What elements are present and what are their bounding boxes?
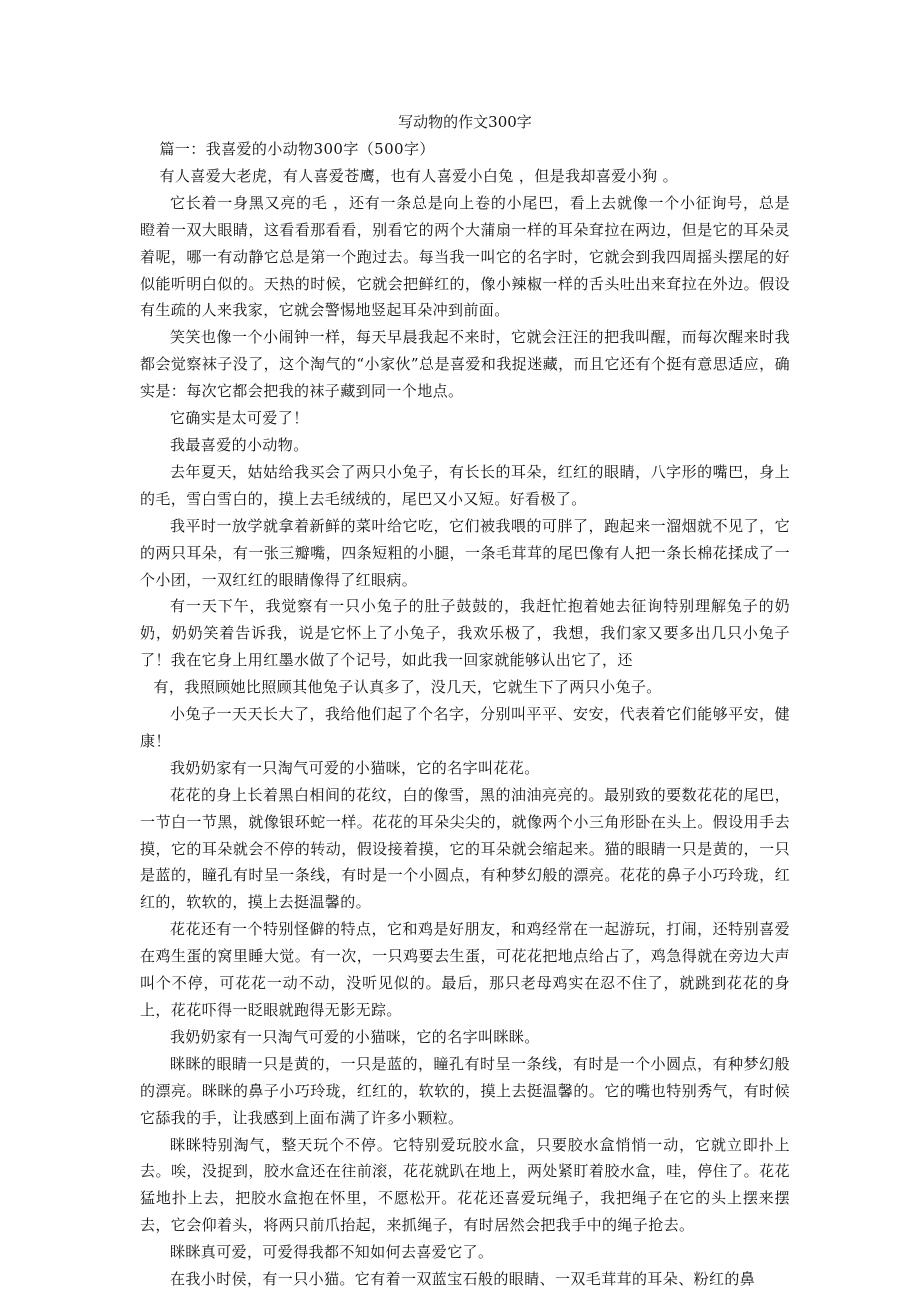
paragraph: 花花的身上长着黑白相间的花纹，白的像雪，黑的油油亮亮的。最别致的要数花花的尾巴，一节白一节黑，就像银环蛇一样。花花的耳朵尖尖的，就像两个小三角形卧在头上。假设用手去摸，它的耳朵就会不停的转动，假设接着摸，它的耳朵就会缩起来。猫的眼睛一只是黄的，一只是蓝的，瞳孔有时呈一条线，有时是一个小圆点，有种梦幻般的漂亮。花花的鼻子小巧玲珑，红红的，软软的，摸上去挺温馨的。 xyxy=(140,785,790,912)
paragraph: 花花还有一个特别怪僻的特点，它和鸡是好朋友，和鸡经常在一起游玩，打闹，还特别喜爱在鸡生蛋的窝里睡大觉。有一次，一只鸡要去生蛋，可花花把地点给占了，鸡急得就在旁边大声叫个不停，可花花一动不动，没听见似的。最后，那只老母鸡实在忍不住了，就跳到花花的身上，花花吓得一眨眼就跑得无影无踪。 xyxy=(140,920,790,1019)
paragraph: 我奶奶家有一只淘气可爱的小猫咪，它的名字叫花花。 xyxy=(170,758,540,777)
paragraph: 小兔子一天天长大了，我给他们起了个名字，分别叫平平、安安，代表着它们能够平安，健康！ xyxy=(140,705,790,750)
paragraph: 它确实是太可爱了！ xyxy=(170,409,309,428)
paragraph: 在我小时侯，有一只小猫。它有着一双蓝宝石般的眼睛、一双毛茸茸的耳朵、粉红的鼻 xyxy=(170,1270,756,1289)
section-heading: 篇一：我喜爱的小动物300字（500字） xyxy=(159,140,435,158)
document-title: 写动物的作文300字 xyxy=(398,113,532,131)
paragraph: 眯眯真可爱，可爱得我都不知如何去喜爱它了。 xyxy=(170,1243,494,1262)
paragraph: 有一天下午，我觉察有一只小兔子的肚子鼓鼓的，我赶忙抱着她去征询特别理解兔子的奶奶，奶奶笑着告诉我，说是它怀上了小兔子，我欢乐极了，我想，我们家又要多出几只小兔子了！我在它身上用红墨水做了个记号，如此我一回家就能够认出它了，还 xyxy=(140,597,790,670)
paragraph: 笑笑也像一个小闹钟一样，每天早晨我起不来时，它就会汪汪的把我叫醒，而每次醒来时我都会觉察袜子没了，这个淘气的“小家伙”总是喜爱和我捉迷藏，而且它还有个挺有意思适应，确实是：每次它都会把我的袜子藏到同一个地点。 xyxy=(140,328,790,401)
paragraph: 它长着一身黑又亮的毛 ，还有一条总是向上卷的小尾巴，看上去就像一个小征询号，总是瞪着一双大眼睛，这看看那看看，别看它的两个大蒲扇一样的耳朵耷拉在两边，但是它的耳朵灵着呢，哪一有动静它总是第一个跑过去。每当我一叫它的名字时，它就会到我四周摇头摆尾的好似能听明白似的。天热的时候，它就会把鲜红的，像小辣椒一样的舌头吐出来耷拉在外边。假设有生疏的人来我家，它就会警惕地竖起耳朵冲到前面。 xyxy=(140,193,790,320)
document-page xyxy=(140,112,790,1293)
paragraph: 去年夏天，姑姑给我买会了两只小兔子，有长长的耳朵，红红的眼睛，八字形的嘴巴，身上的毛，雪白雪白的，摸上去毛绒绒的，尾巴又小又短。好看极了。 xyxy=(140,462,790,508)
paragraph: 我奶奶家有一只淘气可爱的小猫咪，它的名字叫眯眯。 xyxy=(170,1027,540,1046)
paragraph: 我最喜爱的小动物。 xyxy=(170,435,309,454)
paragraph: 有人喜爱大老虎，有人喜爱苍鹰，也有人喜爱小白兔 ，但是我却喜爱小狗 。 xyxy=(159,166,679,185)
paragraph: 眯眯特别淘气，整天玩个不停。它特别爱玩胶水盒，只要胶水盒悄悄一动，它就立即扑上去。唉，没捉到，胶水盒还在往前滚，花花就趴在地上，两处紧盯着胶水盒，哇，停住了。花花猛地扑上去，把胶水盒抱在怀里，不愿松开。花花还喜爱玩绳子，我把绳子在它的头上摆来摆去，它会仰着头，将两只前爪抬起，来抓绳子，有时居然会把我手中的绳子抢去。 xyxy=(140,1135,790,1235)
paragraph: 眯眯的眼睛一只是黄的，一只是蓝的，瞳孔有时呈一条线，有时是一个小圆点，有种梦幻般的漂亮。眯眯的鼻子小巧玲珑，红红的，软软的，摸上去挺温馨的。它的嘴也特别秀气，有时候它舔我的手，让我感到上面布满了许多小颗粒。 xyxy=(140,1054,790,1127)
paragraph: 我平时一放学就拿着新鲜的菜叶给它吃，它们被我喂的可胖了，跑起来一溜烟就不见了，它的两只耳朵，有一张三瓣嘴，四条短粗的小腿，一条毛茸茸的尾巴像有人把一条长棉花揉成了一个小团，一双红红的眼睛像得了红眼病。 xyxy=(140,516,790,589)
paragraph: 有，我照顾她比照顾其他兔子认真多了，没几天，它就生下了两只小兔子。 xyxy=(153,678,662,697)
